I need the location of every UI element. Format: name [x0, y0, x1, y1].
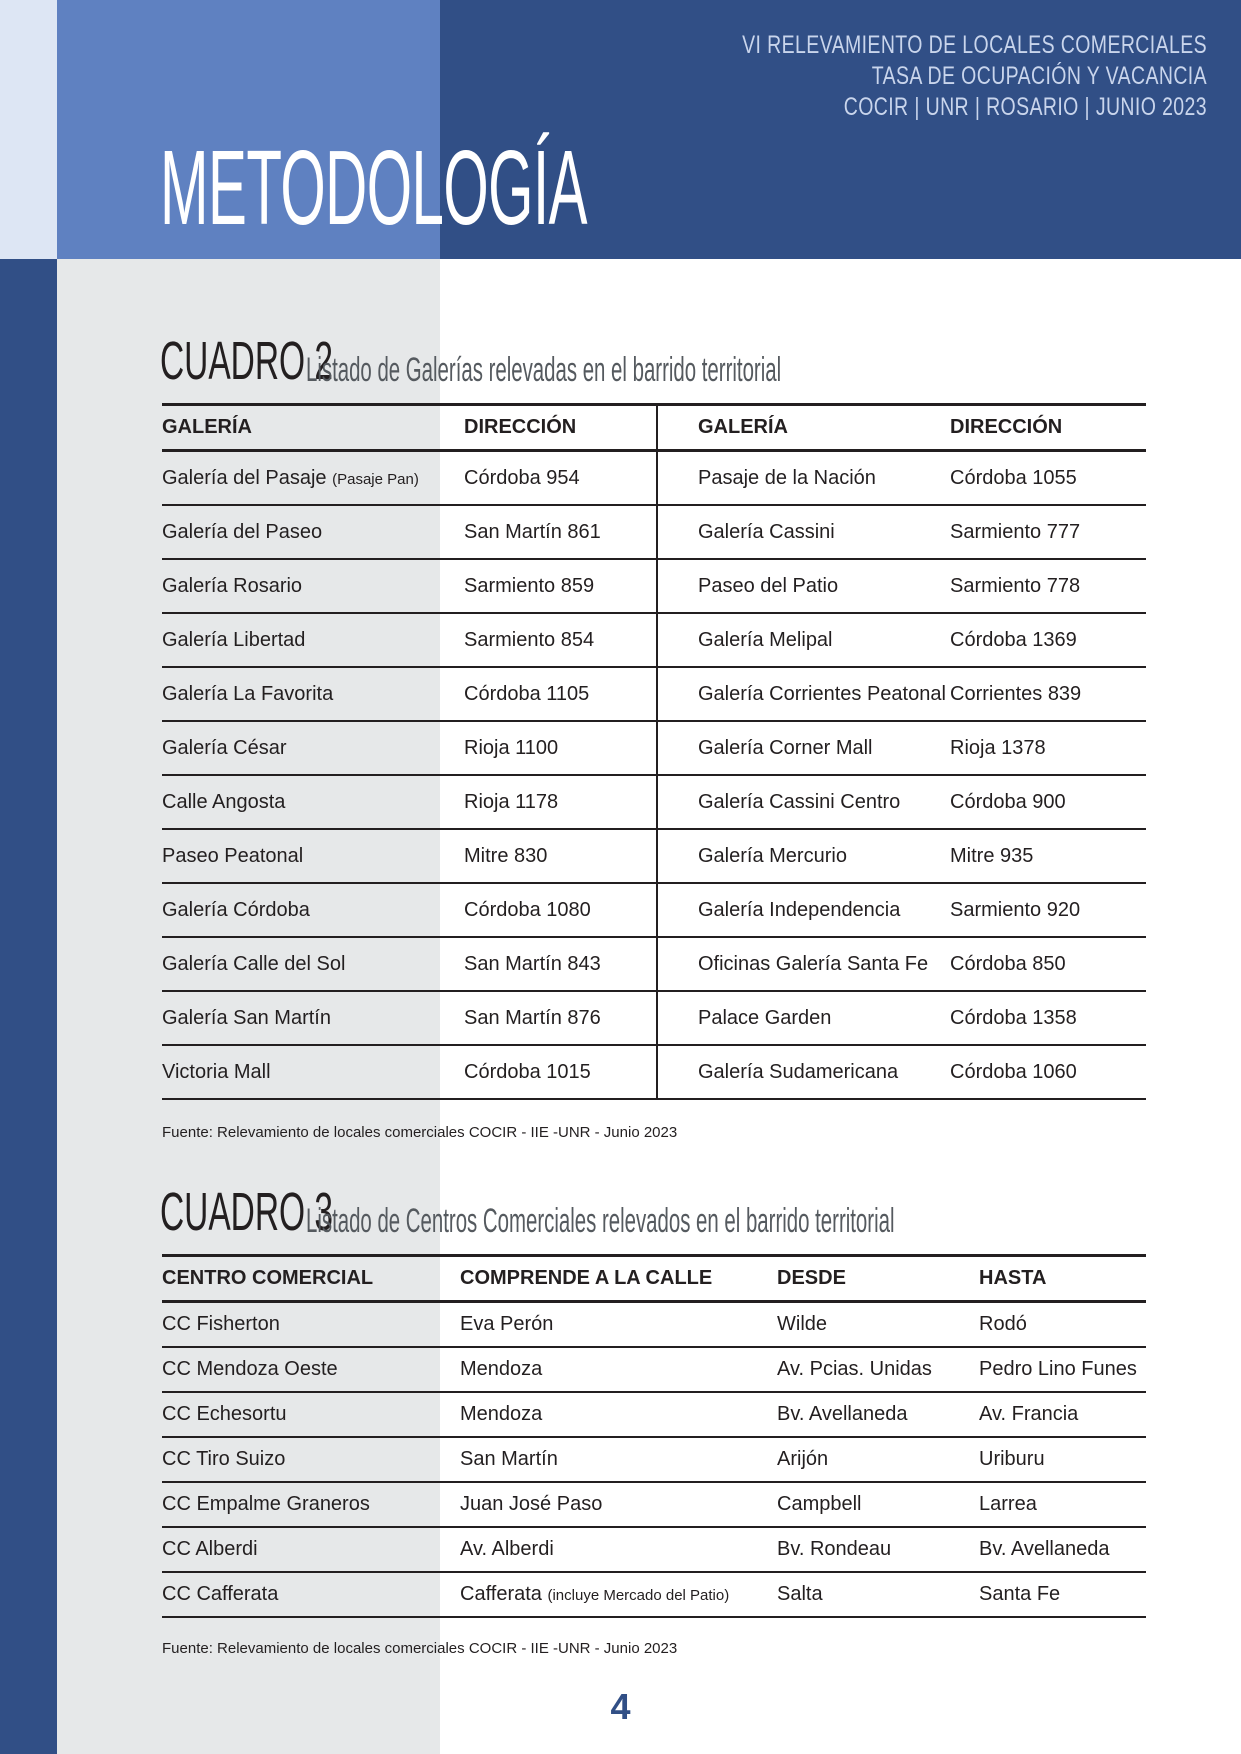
- direccion-cell: Rioja 1378: [950, 721, 1146, 775]
- direccion-cell: Córdoba 1080: [456, 883, 657, 937]
- calle-cell: [460, 1392, 777, 1437]
- direccion-cell: Sarmiento 777: [950, 505, 1146, 559]
- galeria-cell: Palace Garden: [657, 991, 950, 1045]
- galeria-cell: [162, 451, 456, 506]
- table-row: [162, 451, 1146, 506]
- cuadro2-label: CUADRO 2: [160, 331, 334, 391]
- galerias-table: [162, 403, 1146, 1100]
- calle-name: Mendoza: [460, 1403, 543, 1425]
- direccion-cell: Córdoba 1358: [950, 991, 1146, 1045]
- report-header-line: VI RELEVAMIENTO DE LOCALES COMERCIALES: [742, 31, 1207, 59]
- cuadro2-source: Fuente: Relevamiento de locales comerciales COCIR - IIE -UNR - Junio 2023: [162, 1124, 678, 1141]
- centro-comercial-cell: CC Tiro Suizo: [162, 1437, 460, 1482]
- direccion-cell: Córdoba 900: [950, 775, 1146, 829]
- table-row: [162, 937, 1146, 991]
- calle-cell: [460, 1482, 777, 1527]
- direccion-cell: San Martín 861: [456, 505, 657, 559]
- galeria-name: Paseo Peatonal: [162, 844, 304, 867]
- cuadro3-label: CUADRO 3: [160, 1182, 334, 1242]
- direccion-cell: Córdoba 850: [950, 937, 1146, 991]
- galeria-name: Galería San Martín: [162, 1006, 331, 1029]
- calle-name: Cafferata: [460, 1583, 542, 1605]
- hasta-cell: Larrea: [979, 1482, 1146, 1527]
- table-row: [162, 1527, 1146, 1572]
- galeria-cell: Paseo del Patio: [657, 559, 950, 613]
- desde-cell: Av. Pcias. Unidas: [777, 1347, 979, 1392]
- cuadro2-heading: [160, 330, 782, 396]
- hasta-cell: Pedro Lino Funes: [979, 1347, 1146, 1392]
- direccion-cell: Córdoba 954: [456, 451, 657, 506]
- table-row: [162, 505, 1146, 559]
- galeria-cell: [162, 991, 456, 1045]
- table-row: [162, 1302, 1146, 1348]
- hasta-cell: Santa Fe: [979, 1572, 1146, 1617]
- calle-cell: [460, 1572, 777, 1617]
- galeria-cell: [162, 559, 456, 613]
- galeria-cell: Galería Cassini: [657, 505, 950, 559]
- centro-comercial-cell: CC Echesortu: [162, 1392, 460, 1437]
- cuadro3-source: Fuente: Relevamiento de locales comerciales COCIR - IIE -UNR - Junio 2023: [162, 1640, 678, 1657]
- report-header-line: COCIR | UNR | ROSARIO | JUNIO 2023: [843, 93, 1207, 121]
- direccion-cell: Mitre 830: [456, 829, 657, 883]
- galeria-cell: Galería Mercurio: [657, 829, 950, 883]
- column-header: GALERÍA: [162, 405, 456, 451]
- galeria-cell: Galería Independencia: [657, 883, 950, 937]
- centros-comerciales-table: [162, 1254, 1146, 1618]
- desde-cell: Bv. Rondeau: [777, 1527, 979, 1572]
- hasta-cell: Rodó: [979, 1302, 1146, 1348]
- galeria-note: (Pasaje Pan): [332, 470, 419, 488]
- hasta-cell: Bv. Avellaneda: [979, 1527, 1146, 1572]
- column-header: DIRECCIÓN: [456, 405, 657, 451]
- galeria-cell: [162, 505, 456, 559]
- galeria-cell: [162, 721, 456, 775]
- table-row: [162, 1045, 1146, 1099]
- table-row: [162, 559, 1146, 613]
- direccion-cell: Sarmiento 920: [950, 883, 1146, 937]
- calle-name: Mendoza: [460, 1358, 543, 1380]
- centro-comercial-cell: CC Fisherton: [162, 1302, 460, 1348]
- galeria-cell: Galería Melipal: [657, 613, 950, 667]
- galeria-cell: [162, 829, 456, 883]
- galeria-name: Galería Córdoba: [162, 898, 310, 921]
- table-row: [162, 1392, 1146, 1437]
- column-header: DESDE: [777, 1256, 979, 1302]
- direccion-cell: Córdoba 1055: [950, 451, 1146, 506]
- calle-name: San Martín: [460, 1448, 558, 1470]
- table-row: [162, 1572, 1146, 1617]
- report-header-line: TASA DE OCUPACIÓN Y VACANCIA: [871, 62, 1207, 90]
- galeria-cell: Galería Cassini Centro: [657, 775, 950, 829]
- table-row: [162, 883, 1146, 937]
- galeria-cell: Galería Corner Mall: [657, 721, 950, 775]
- desde-cell: Bv. Avellaneda: [777, 1392, 979, 1437]
- galeria-name: Galería del Pasaje: [162, 466, 327, 489]
- calle-note: (incluye Mercado del Patio): [547, 1587, 730, 1604]
- direccion-cell: Rioja 1100: [456, 721, 657, 775]
- calle-cell: [460, 1437, 777, 1482]
- calle-cell: [460, 1527, 777, 1572]
- galeria-name: Calle Angosta: [162, 790, 286, 813]
- desde-cell: Wilde: [777, 1302, 979, 1348]
- cuadro3-caption: Listado de Centros Comerciales relevados en el barrido territorial: [306, 1202, 895, 1240]
- galeria-name: Galería Libertad: [162, 628, 306, 651]
- centro-comercial-cell: CC Mendoza Oeste: [162, 1347, 460, 1392]
- report-header: [742, 30, 1207, 123]
- cuadro2-caption: Listado de Galerías relevadas en el barrido territorial: [306, 351, 782, 389]
- calle-name: Eva Perón: [460, 1313, 554, 1335]
- page-title: METODOLOGÍA: [160, 129, 587, 247]
- table-row: [162, 721, 1146, 775]
- column-header: DIRECCIÓN: [950, 405, 1146, 451]
- column-header: CENTRO COMERCIAL: [162, 1256, 460, 1302]
- direccion-cell: Mitre 935: [950, 829, 1146, 883]
- direccion-cell: Rioja 1178: [456, 775, 657, 829]
- galeria-cell: Oficinas Galería Santa Fe: [657, 937, 950, 991]
- calle-name: Av. Alberdi: [460, 1538, 554, 1560]
- desde-cell: Campbell: [777, 1482, 979, 1527]
- table-header-row: [162, 1256, 1146, 1302]
- centro-comercial-cell: CC Alberdi: [162, 1527, 460, 1572]
- galeria-cell: [162, 937, 456, 991]
- galeria-cell: [162, 1045, 456, 1099]
- calle-cell: [460, 1347, 777, 1392]
- table-row: [162, 1437, 1146, 1482]
- galeria-cell: [162, 883, 456, 937]
- centro-comercial-cell: CC Cafferata: [162, 1572, 460, 1617]
- table-row: [162, 829, 1146, 883]
- hasta-cell: Av. Francia: [979, 1392, 1146, 1437]
- table-row: [162, 775, 1146, 829]
- page-number: 4: [610, 1686, 631, 1727]
- galeria-cell: [162, 667, 456, 721]
- table-row: [162, 1482, 1146, 1527]
- desde-cell: Arijón: [777, 1437, 979, 1482]
- table-header-row: [162, 405, 1146, 451]
- galeria-cell: Pasaje de la Nación: [657, 451, 950, 506]
- direccion-cell: Corrientes 839: [950, 667, 1146, 721]
- desde-cell: Salta: [777, 1572, 979, 1617]
- galeria-cell: [162, 775, 456, 829]
- galeria-name: Galería La Favorita: [162, 682, 334, 705]
- galeria-name: Galería Rosario: [162, 574, 303, 597]
- table-row: [162, 667, 1146, 721]
- galeria-cell: Galería Corrientes Peatonal: [657, 667, 950, 721]
- centro-comercial-cell: CC Empalme Graneros: [162, 1482, 460, 1527]
- galeria-name: Galería del Paseo: [162, 520, 323, 543]
- column-header: COMPRENDE A LA CALLE: [460, 1256, 777, 1302]
- direccion-cell: Sarmiento 859: [456, 559, 657, 613]
- direccion-cell: Córdoba 1015: [456, 1045, 657, 1099]
- column-header: HASTA: [979, 1256, 1146, 1302]
- hasta-cell: Uriburu: [979, 1437, 1146, 1482]
- direccion-cell: San Martín 843: [456, 937, 657, 991]
- calle-name: Juan José Paso: [460, 1493, 603, 1515]
- galeria-name: Galería César: [162, 736, 287, 759]
- galeria-cell: Galería Sudamericana: [657, 1045, 950, 1099]
- direccion-cell: Córdoba 1105: [456, 667, 657, 721]
- calle-cell: [460, 1302, 777, 1348]
- table-row: [162, 991, 1146, 1045]
- cuadro3-heading: [160, 1181, 895, 1247]
- direccion-cell: Sarmiento 854: [456, 613, 657, 667]
- galeria-name: Galería Calle del Sol: [162, 952, 346, 975]
- direccion-cell: San Martín 876: [456, 991, 657, 1045]
- table-row: [162, 1347, 1146, 1392]
- direccion-cell: Córdoba 1369: [950, 613, 1146, 667]
- table-row: [162, 613, 1146, 667]
- column-header: GALERÍA: [657, 405, 950, 451]
- galeria-cell: [162, 613, 456, 667]
- left-accent-top: [0, 0, 57, 259]
- direccion-cell: Córdoba 1060: [950, 1045, 1146, 1099]
- left-accent-strip: [0, 259, 57, 1754]
- direccion-cell: Sarmiento 778: [950, 559, 1146, 613]
- galeria-name: Victoria Mall: [162, 1060, 271, 1083]
